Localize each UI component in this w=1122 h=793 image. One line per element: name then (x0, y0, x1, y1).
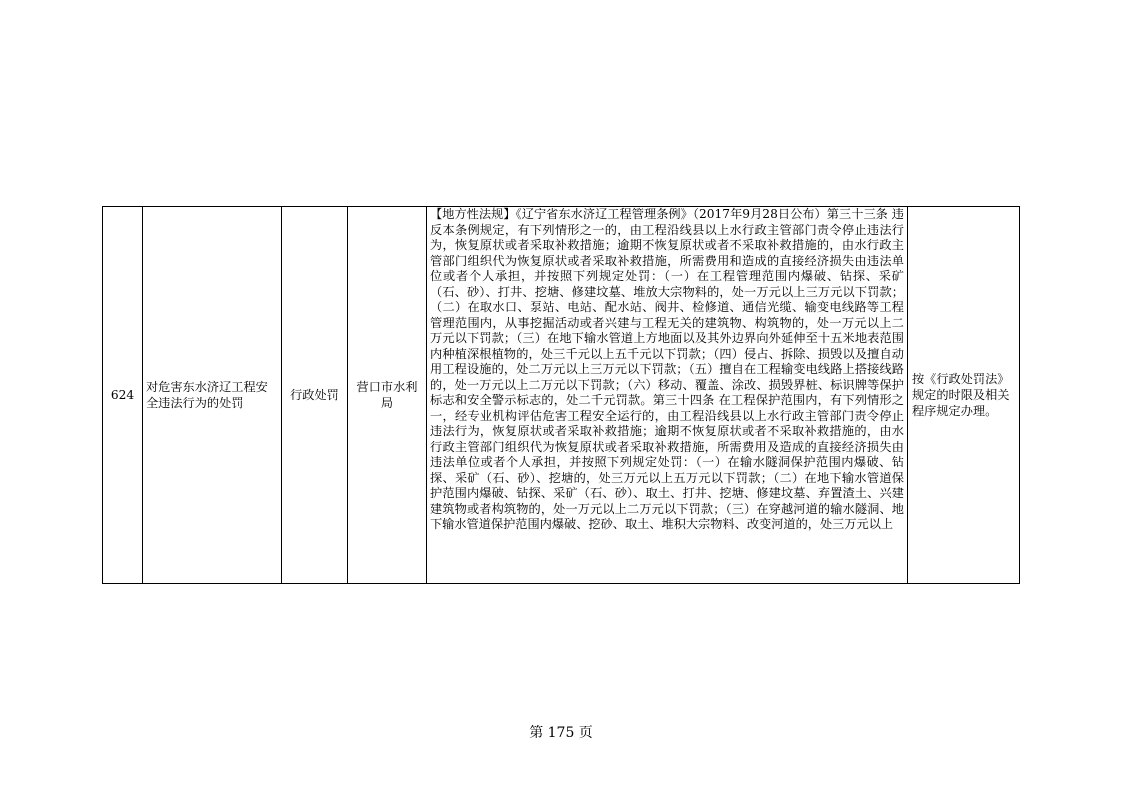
item-name: 对危害东水济辽工程安全违法行为的处罚 (143, 207, 282, 584)
legal-basis-cell (427, 207, 908, 584)
page-number: 第 175 页 (529, 725, 593, 741)
legal-basis-text: 【地方性法规】《辽宁省东水济辽工程管理条例》（2017年9月28日公布）第三十三条 违反本条例规定，有下列情形之一的，由工程沿线县以上水行政主管部门责令停止违法行为，恢复原状或者采取补救措施；逾期不恢复原状或者不采取补救措施的，由水行政主管部门组织代为恢复原状或者采取补救措施，所需费用和造成的直接经济损失由违法单位或者个人承担，并按照下列规定处罚：（一）在工程管理范围内爆破、钻探、采矿（石、砂）、打井、挖塘、修建坟墓、堆放大宗物料的，处一万元以上三万元以下罚款；（二）在取水口、泵站、电站、配水站、阀井、检修道、通信光缆、输变电线路等工程管理范围内，从事挖掘活动或者兴建与工程无关的建筑物、构筑物的，处一万元以上二万元以下罚款；（三）在地下输水管道上方地面以及其外边界向外延伸至十五米地表范围内种植深根植物的，处三千元以上五千元以下罚款；（四）侵占、拆除、损毁以及擅自动用工程设施的，处二万元以上三万元以下罚款；（五）擅自在工程输变电线路上搭接线路的，处一万元以上二万元以下罚款；（六）移动、覆盖、涂改、损毁界桩、标识牌等保护标志和安全警示标志的，处二千元罚款。第三十四条 在工程保护范围内，有下列情形之一，经专业机构评估危害工程安全运行的，由工程沿线县以上水行政主管部门责令停止违法行为，恢复原状或者采取补救措施；逾期不恢复原状或者不采取补救措施的，由水行政主管部门组织代为恢复原状或者采取补救措施，所需费用及造成的直接经济损失由违法单位或者个人承担，并按照下列规定处罚：（一）在输水隧洞保护范围内爆破、钻探、采矿（石、砂）、挖塘的，处三万元以上五万元以下罚款；（二）在地下输水管道保护范围内爆破、钻探、采矿（石、砂）、取土、打井、挖塘、修建坟墓、弃置渣土、兴建建筑物或者构筑物的，处一万元以上二万元以下罚款；（三）在穿越河道的输水隧洞、地下输水管道保护范围内爆破、挖砂、取土、堆积大宗物料、改变河道的，处三万元以上 (430, 207, 904, 531)
table-row (103, 207, 1020, 584)
penalty-table (102, 206, 1020, 584)
item-category: 行政处罚 (282, 207, 348, 584)
procedure-note: 按《行政处罚法》规定的时限及相关程序规定办理。 (908, 207, 1020, 584)
responsible-department: 营口市水利局 (348, 207, 427, 584)
row-number: 624 (103, 207, 143, 584)
